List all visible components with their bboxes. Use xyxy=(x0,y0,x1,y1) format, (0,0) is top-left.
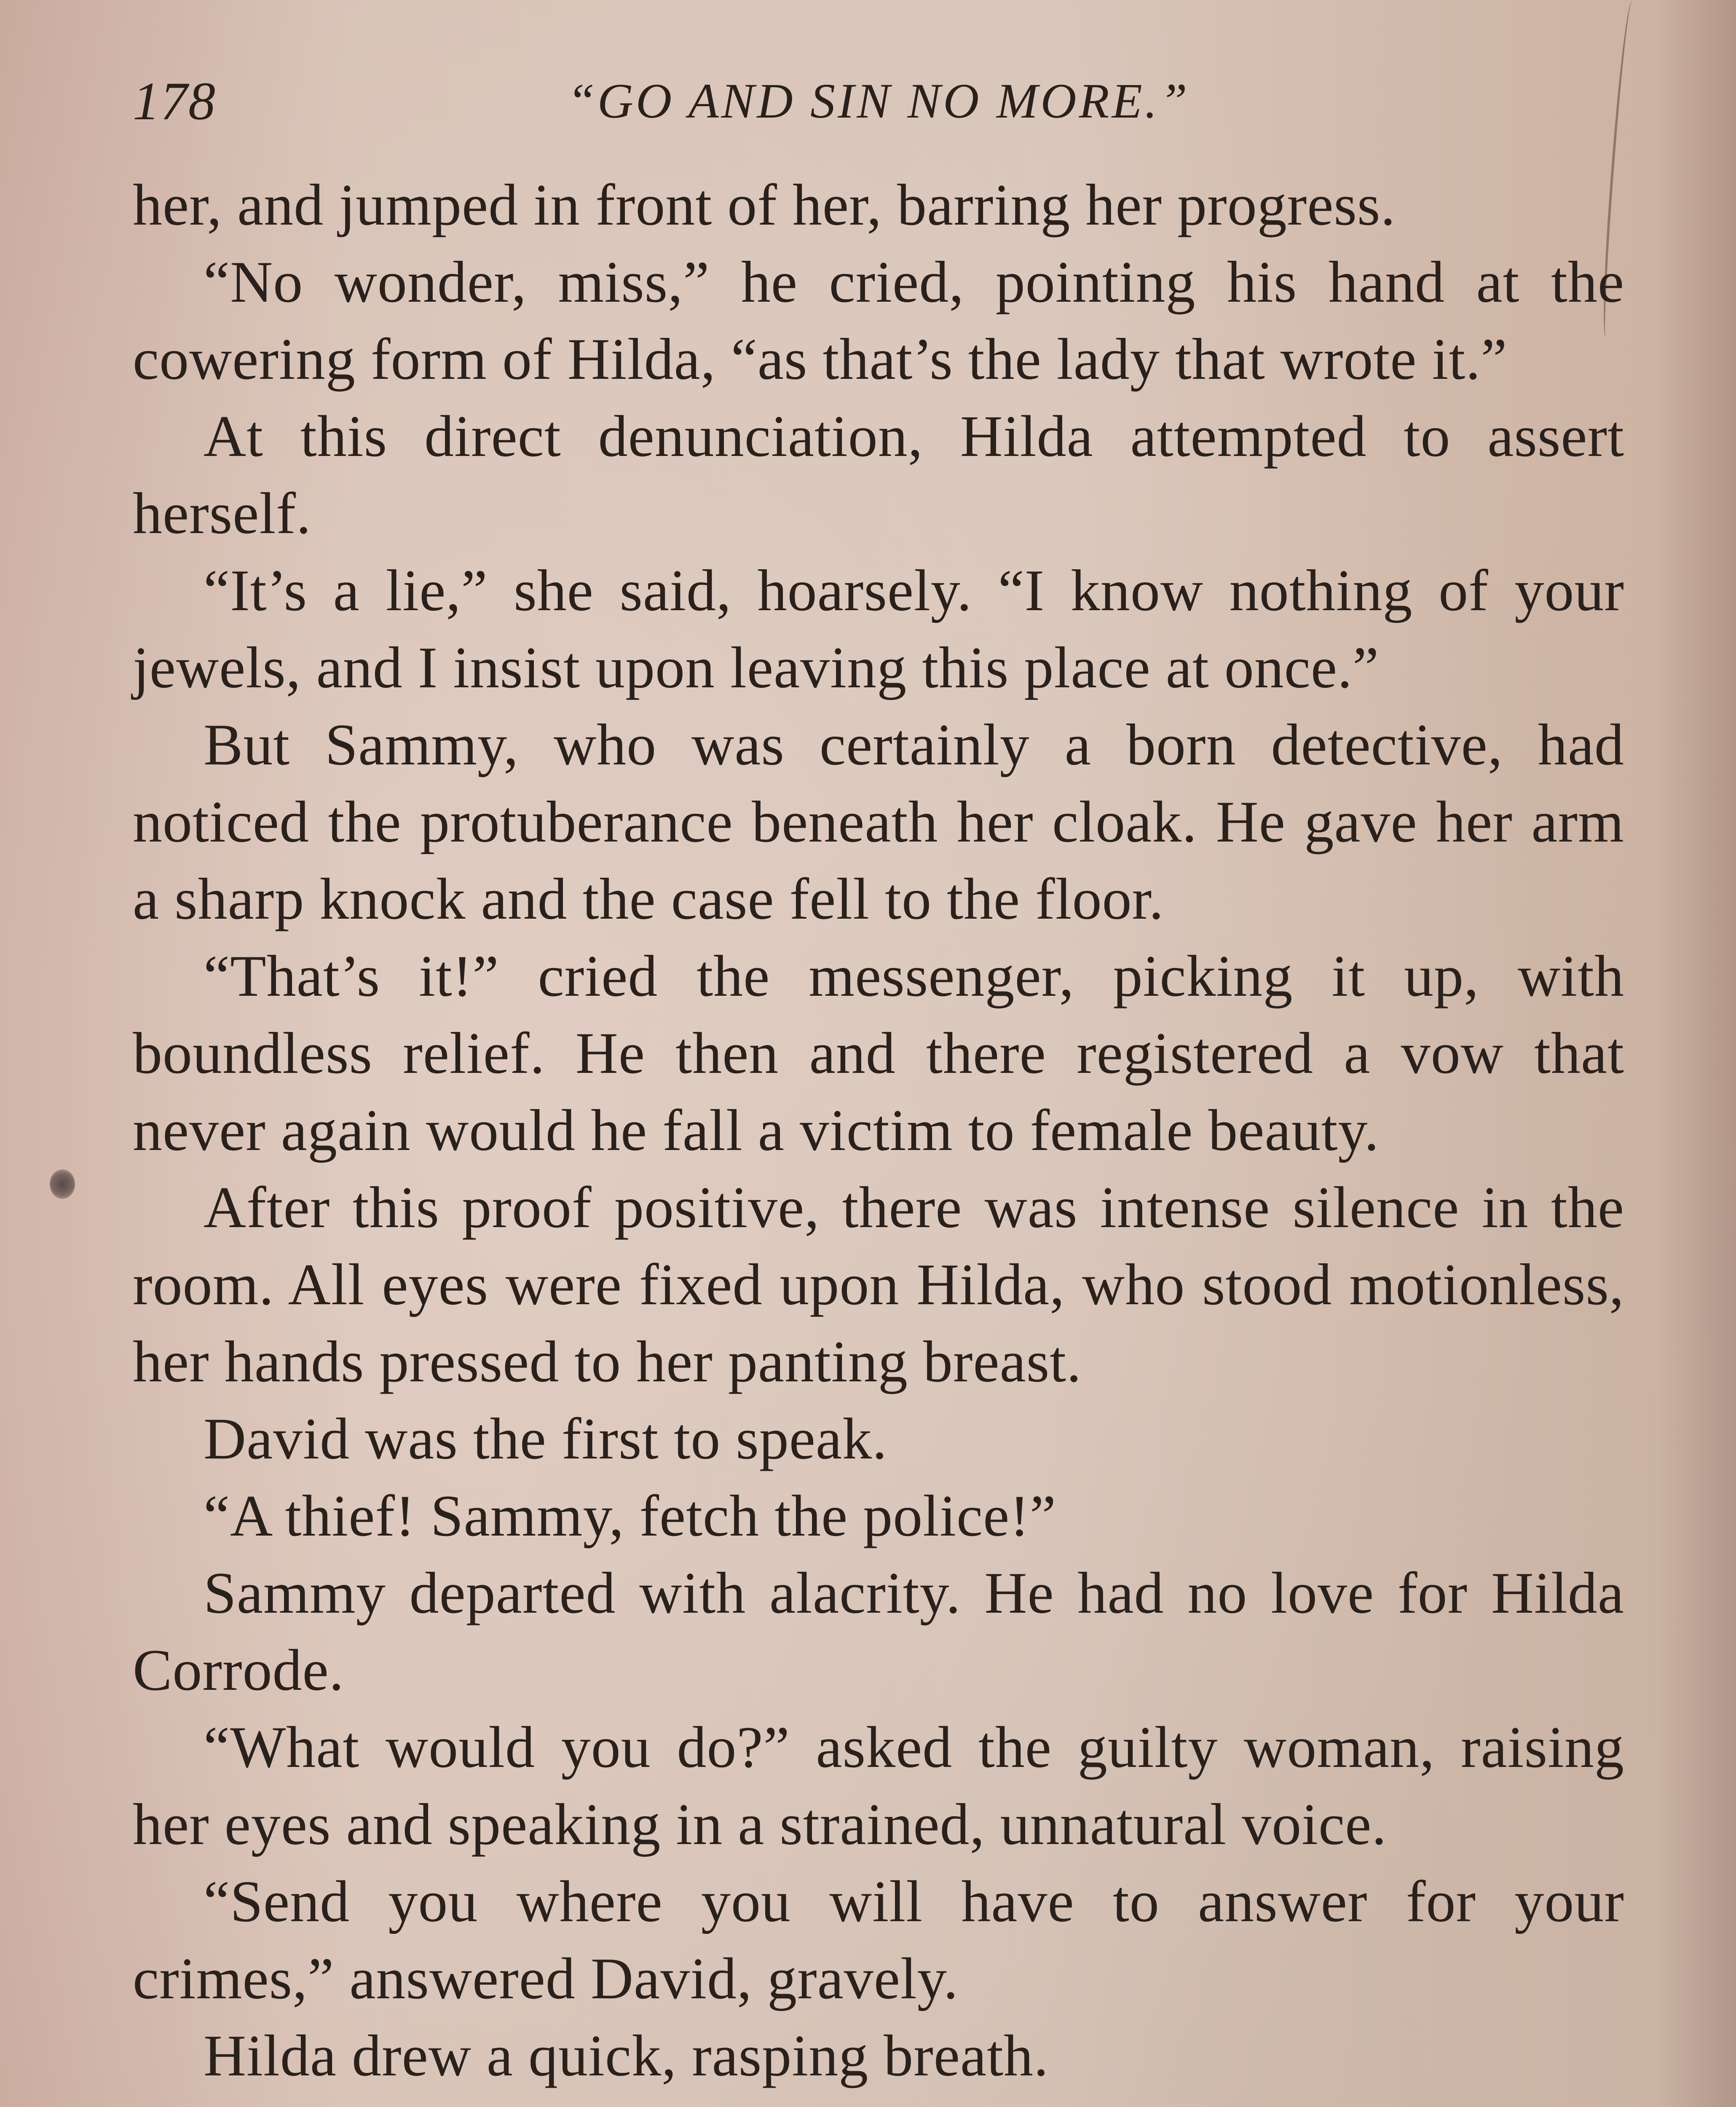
body-text xyxy=(133,166,1624,2094)
paragraph: “What would you do?” asked the guilty woman, raising her eyes and speaking in a strained, unnatural voice. xyxy=(133,1715,1624,1857)
page-header xyxy=(133,63,1624,139)
running-title: “GO AND SIN NO MORE.” xyxy=(567,73,1190,129)
paragraph: After this proof positive, there was intense silence in the room. All eyes were fixed upon Hilda, who stood motionless, her hands pressed to her panting breast. xyxy=(133,1175,1624,1394)
paragraph: her, and jumped in front of her, barring her progress. xyxy=(133,172,1396,238)
paragraph: Hilda drew a quick, rasping breath. xyxy=(204,2023,1049,2088)
paragraph: David was the first to speak. xyxy=(204,1406,888,1472)
page-number: 178 xyxy=(133,71,216,131)
paragraph: Sammy departed with alacrity. He had no love for Hilda Corrode. xyxy=(133,1560,1624,1703)
ink-speck xyxy=(50,1169,75,1199)
paragraph: At this direct denunciation, Hilda attempted to assert herself. xyxy=(133,404,1624,546)
paragraph: “That’s it!” cried the messenger, picking it up, with boundless relief. He then and there registered a vow that never again would he fall a victim to female beauty. xyxy=(133,944,1624,1163)
paragraph: “It’s a lie,” she said, hoarsely. “I know nothing of your jewels, and I insist upon leaving this place at once.” xyxy=(133,558,1624,700)
paragraph: But Sammy, who was certainly a born detective, had noticed the protuberance beneath her cloak. He gave her arm a sharp knock and the case fell to the floor. xyxy=(133,712,1624,932)
paragraph: “A thief! Sammy, fetch the police!” xyxy=(204,1483,1057,1549)
paragraph: “Send you where you will have to answer for your crimes,” answered David, gravely. xyxy=(133,1869,1624,2011)
page-edge-shadow xyxy=(1656,0,1736,2107)
paragraph: “No wonder, miss,” he cried, pointing his hand at the cowering form of Hilda, “as that’s the lady that wrote it.” xyxy=(133,249,1624,392)
